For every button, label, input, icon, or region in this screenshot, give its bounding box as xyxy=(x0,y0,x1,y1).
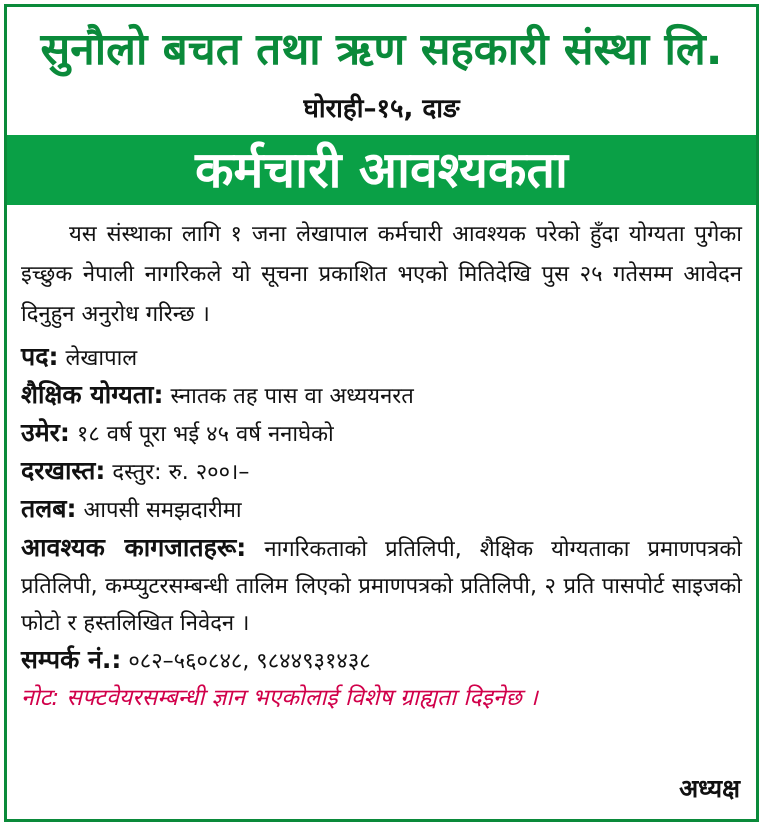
documents-value: नागरिकताको प्रतिलिपी, शैक्षिक योग्यताका प्रमाणपत्रको प्रतिलिपी, कम्प्युटरसम्बन्धी तालिम लिएको प्रमाणपत्रको प्रतिलिपी, २ प्रति पासपोर्ट साइजको फोटो र हस्तलिखित निवेदन । xyxy=(21,537,742,636)
qualification-row: शैक्षिक योग्यता: स्नातक तह पास वा अध्ययनरत xyxy=(21,380,414,409)
age-value: १८ वर्ष पूरा भई ४५ वर्ष ननाघेको xyxy=(76,422,334,447)
notice-body xyxy=(21,215,742,716)
contact-row: सम्पर्क नं.: ०८२–५६०८४८, ९८४४९३१४३८ xyxy=(21,645,371,674)
application-label: दरखास्त xyxy=(21,456,96,485)
contact-value: ०८२–५६०८४८, ९८४४९३१४३८ xyxy=(128,649,371,674)
contact-label: सम्पर्क नं. xyxy=(21,645,112,674)
notice-title-banner: कर्मचारी आवश्यकता xyxy=(7,135,756,205)
intro-paragraph: यस संस्थाका लागि १ जना लेखापाल कर्मचारी आवश्यक परेको हुँदा योग्यता पुगेका इच्छुक नेपाली नागरिकले यो सूचना प्रकाशित भएको मितिदेखि पुस २५ गतेसम्म आवेदन दिनुहुन अनुरोध गरिन्छ । xyxy=(21,222,742,327)
organization-address: घोराही–१५, दाङ xyxy=(303,94,460,124)
application-row: दरखास्त: दस्तुर: रु. २००।– xyxy=(21,456,250,485)
signature-chairperson: अध्यक्ष xyxy=(679,774,740,803)
salary-value: आपसी समझदारीमा xyxy=(83,498,242,523)
post-row: पद: लेखापाल xyxy=(21,342,138,371)
documents-label: आवश्यक कागजातहरू xyxy=(21,533,237,562)
post-label: पद xyxy=(21,342,49,371)
organization-name: सुनौलो बचत तथा ऋण सहकारी संस्था लि. xyxy=(40,24,723,75)
note-text: नोट: सफ्टवेयरसम्बन्धी ज्ञान भएकोलाई विशेष ग्राह्यता दिइनेछ । xyxy=(21,685,538,711)
age-row: उमेर: १८ वर्ष पूरा भई ४५ वर्ष ननाघेको xyxy=(21,418,334,447)
salary-row: तलब: आपसी समझदारीमा xyxy=(21,494,242,523)
qualification-label: शैक्षिक योग्यता xyxy=(21,380,154,409)
post-value: लेखापाल xyxy=(65,346,138,371)
notice-frame xyxy=(4,4,759,822)
salary-label: तलब xyxy=(21,494,67,523)
documents-row: आवश्यक कागजातहरू: नागरिकताको प्रतिलिपी, शैक्षिक योग्यताका प्रमाणपत्रको प्रतिलिपी, कम्प्युटरसम्बन्धी तालिम लिएको प्रमाणपत्रको प्रतिलिपी, २ प्रति पासपोर्ट साइजको फोटो र हस्तलिखित निवेदन । xyxy=(21,533,742,636)
age-label: उमेर xyxy=(21,418,60,447)
qualification-value: स्नातक तह पास वा अध्ययनरत xyxy=(170,384,414,409)
application-value: दस्तुर: रु. २००।– xyxy=(112,460,250,485)
